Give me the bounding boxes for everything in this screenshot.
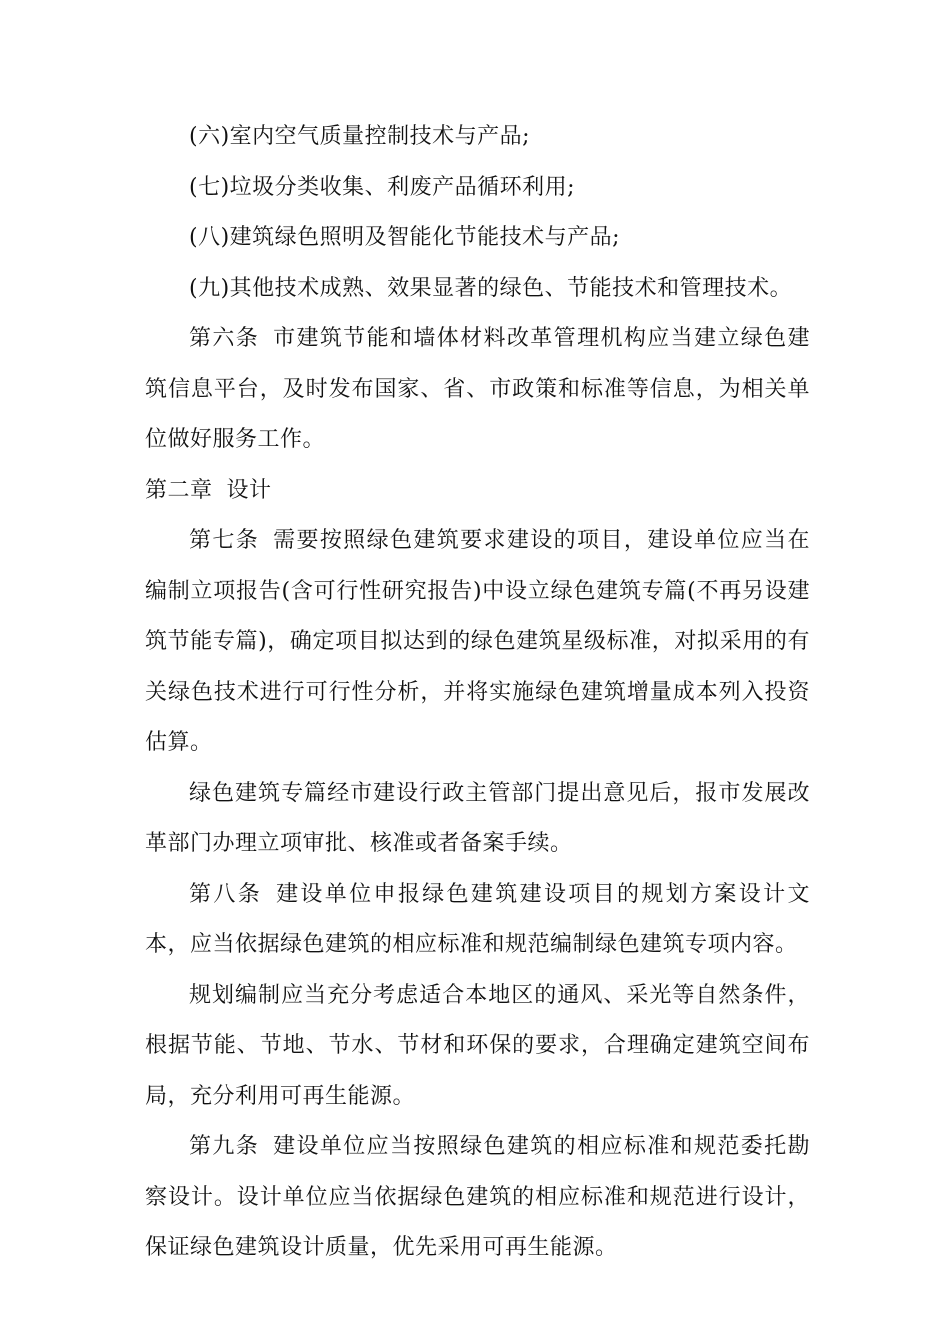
article-6 xyxy=(145,314,810,466)
list-item: (七)垃圾分类收集、利废产品循环利用; xyxy=(189,174,576,200)
chapter-number: 第二章 xyxy=(145,477,213,503)
article-text: 建设单位应当按照绿色建筑的相应标准和规范委托勘察设计。设计单位应当依据绿色建筑的相应标准和规范进行设计，保证绿色建筑设计质量，优先采用可再生能源。 xyxy=(145,1134,810,1260)
article-7 xyxy=(145,516,810,769)
article-number: 第九条 xyxy=(189,1134,260,1159)
article-number: 第八条 xyxy=(189,881,263,907)
article-text: 市建筑节能和墙体材料改革管理机构应当建立绿色建筑信息平台，及时发布国家、省、市政策和标准等信息，为相关单位做好服务工作。 xyxy=(145,326,810,452)
article-7-paragraph-2: 绿色建筑专篇经市建设行政主管部门提出意见后，报市发展改革部门办理立项审批、核准或者备案手续。 xyxy=(145,780,810,856)
article-number: 第六条 xyxy=(189,326,260,351)
article-text: 需要按照绿色建筑要求建设的项目，建设单位应当在编制立项报告(含可行性研究报告)中设立绿色建筑专篇(不再另设建筑节能专篇)，确定项目拟达到的绿色建筑星级标准，对拟采用的有关绿色技术进行可行性分析，并将实施绿色建筑增量成本列入投资估算。 xyxy=(145,528,810,755)
chapter-title: 设计 xyxy=(226,477,272,503)
document-body xyxy=(145,112,810,1274)
list-item: (六)室内空气质量控制技术与产品; xyxy=(189,124,531,149)
article-number: 第七条 xyxy=(189,528,260,553)
list-item: (九)其他技术成熟、效果显著的绿色、节能技术和管理技术。 xyxy=(189,275,793,301)
article-9 xyxy=(145,1122,810,1274)
list-item: (八)建筑绿色照明及智能化节能技术与产品; xyxy=(189,225,621,250)
article-8 xyxy=(145,870,810,971)
article-text: 建设单位申报绿色建筑建设项目的规划方案设计文本，应当依据绿色建筑的相应标准和规范编制绿色建筑专项内容。 xyxy=(145,881,810,957)
chapter-heading xyxy=(145,466,810,517)
article-8-paragraph-2: 规划编制应当充分考虑适合本地区的通风、采光等自然条件，根据节能、节地、节水、节材和环保的要求，合理确定建筑空间布局，充分利用可再生能源。 xyxy=(145,982,810,1109)
